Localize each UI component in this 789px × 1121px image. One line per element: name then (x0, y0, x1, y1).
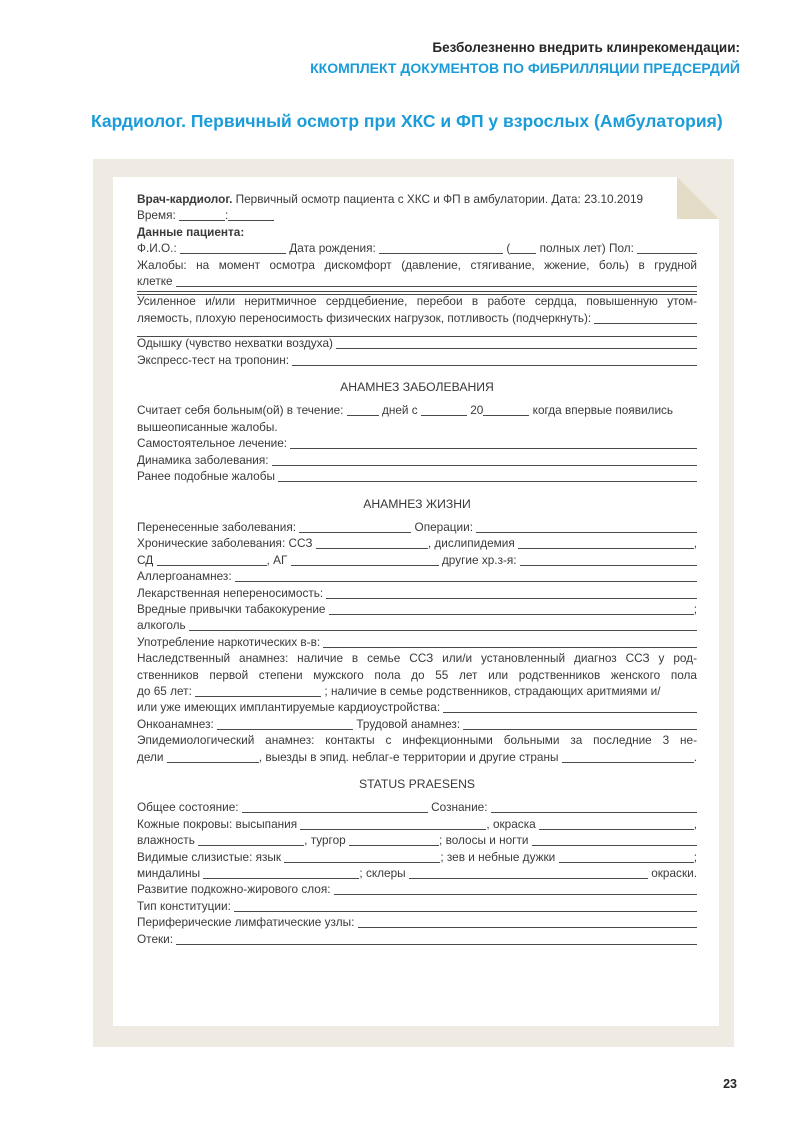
form-line (137, 240, 697, 256)
form-line (137, 865, 697, 881)
blank-field (176, 286, 697, 287)
blank-field (300, 829, 486, 830)
section-heading: АНАМНЕЗ ЗАБОЛЕВАНИЯ (340, 380, 494, 395)
blank-field (483, 415, 529, 416)
blank-field (284, 862, 440, 863)
blank-field (189, 630, 697, 631)
form-line (137, 419, 697, 435)
form-line (137, 257, 697, 273)
blank-field (347, 415, 379, 416)
blank-field (326, 598, 697, 599)
blank-field (518, 548, 694, 549)
form-line (137, 435, 697, 451)
text-segment: алкоголь (137, 618, 189, 633)
form-line (137, 224, 697, 240)
text-segment: Аллергоанамнез: (137, 569, 235, 584)
section-heading: АНАМНЕЗ ЖИЗНИ (363, 496, 471, 511)
form-line (137, 310, 697, 326)
form-card (93, 159, 734, 1047)
blank-field (421, 415, 467, 416)
blank-field (637, 253, 697, 254)
blank-field (195, 696, 321, 697)
form-line (137, 601, 697, 617)
form-line (137, 191, 697, 207)
blank-field (242, 812, 428, 813)
header-subtitle: Безболезненно внедрить клинрекомендации: (432, 40, 740, 55)
text-segment: . (693, 749, 697, 764)
form-line (137, 568, 697, 584)
text-segment: Отеки: (137, 931, 177, 946)
text-segment: Эпидемиологический анамнез: контакты с инфекционными больными за последние 3 не- (137, 733, 697, 748)
blank-field (559, 862, 694, 863)
text-segment: Перенесенные заболевания: (137, 519, 300, 534)
form-line (137, 898, 697, 914)
text-segment: до 65 лет: (137, 683, 196, 698)
text-segment: ; зев и небные дужки (440, 849, 559, 864)
form-line (137, 402, 697, 418)
text-segment: Кожные покровы: высыпания (137, 816, 301, 831)
text-segment: когда впервые появились (529, 403, 674, 418)
text-segment: , окраска (486, 816, 539, 831)
form-line (137, 273, 697, 289)
text-segment: ( (503, 241, 511, 256)
text-segment: СД (137, 552, 157, 567)
blank-field (157, 565, 267, 566)
text-segment: Одышку (чувство нехватки воздуха) (137, 336, 337, 351)
form-line (137, 617, 697, 633)
text-segment: дели (137, 749, 167, 764)
form-line (137, 650, 697, 666)
text-segment: Тип конституции: (137, 898, 235, 913)
blank-field (137, 336, 697, 337)
text-segment: или уже имеющих имплантируемые кардиоустройства: (137, 700, 444, 715)
form-line (137, 914, 697, 930)
blank-field (235, 581, 697, 582)
text-segment: Считает себя больным(ой) в течение: (137, 403, 347, 418)
form-line (137, 468, 697, 484)
form-line (137, 799, 697, 815)
text-segment: ; волосы и ногти (439, 833, 532, 848)
text-segment: Наследственный анамнез: наличие в семье ССЗ или/и установленный диагноз ССЗ у род- (137, 651, 697, 666)
text-segment: , тургор (304, 833, 350, 848)
blank-field (539, 829, 694, 830)
text-segment: Ранее подобные жалобы (137, 469, 279, 484)
blank-field (349, 845, 439, 846)
text-segment: дней с (378, 403, 421, 418)
blank-field (358, 927, 697, 928)
blank-field (217, 729, 353, 730)
text-segment: окраски. (647, 866, 697, 881)
blank-field (137, 294, 697, 295)
form-line (137, 849, 697, 865)
blank-field (290, 448, 697, 449)
form-line (137, 535, 697, 551)
form-line (137, 667, 697, 683)
text-segment: Динамика заболевания: (137, 452, 272, 467)
text-segment: Развитие подкожно-жирового слоя: (137, 882, 334, 897)
form-line (137, 683, 697, 699)
text-segment: Хронические заболевания: ССЗ (137, 536, 316, 551)
blank-field (278, 481, 697, 482)
form-line (137, 552, 697, 568)
blank-field (299, 532, 411, 533)
form-line (137, 293, 697, 309)
blank-field (316, 548, 428, 549)
text-segment: ственников первой степени мужского пола до 55 лет или родственников женского пола (137, 667, 697, 682)
text-segment: влажность (137, 833, 199, 848)
form-line (137, 832, 697, 848)
text-segment: полных лет) Пол: (536, 241, 638, 256)
blank-field (292, 365, 697, 366)
header-title: ККОМПЛЕКТ ДОКУМЕНТОВ ПО ФИБРИЛЛЯЦИИ ПРЕДСЕРДИЙ (310, 60, 740, 76)
text-segment: Операции: (411, 519, 477, 534)
section-heading: STATUS PRAESENS (358, 777, 476, 791)
page-title: Кардиолог. Первичный осмотр при ХКС и ФП у взрослых (Амбулатория) (91, 111, 723, 131)
text-segment: ; наличие в семье родственников, страдающих аритмиями и/ (321, 683, 661, 698)
blank-field (137, 291, 697, 292)
blank-field (476, 532, 697, 533)
text-segment: , (693, 816, 697, 831)
text-segment: другие хр.з-я: (438, 552, 520, 567)
blank-field (532, 845, 697, 846)
text-segment: вышеописанные жалобы. (137, 419, 278, 434)
blank-field (594, 323, 697, 324)
blank-field (203, 878, 359, 879)
form-line (137, 452, 697, 468)
document-header (310, 38, 740, 78)
form-line (137, 816, 697, 832)
text-segment: Употребление наркотических в-в: (137, 634, 324, 649)
form-line (137, 699, 697, 715)
text-segment: ; склеры (359, 866, 409, 881)
form (137, 191, 697, 947)
text-segment: клетке (137, 274, 176, 289)
text-segment: , выезды в эпид. неблаг-е территории и другие страны (258, 749, 562, 764)
text-segment: Лекарственная непереносимость: (137, 585, 327, 600)
form-line (137, 881, 697, 897)
text-segment: миндалины (137, 866, 204, 881)
blank-field (334, 894, 697, 895)
text-segment: , (693, 536, 697, 551)
blank-field (179, 220, 225, 221)
blank-field (228, 220, 274, 221)
blank-field (520, 565, 697, 566)
blank-field (167, 762, 259, 763)
form-line (137, 352, 697, 368)
text-segment: Общее состояние: (137, 800, 242, 815)
text-segment: , дислипидемия (427, 536, 519, 551)
text-segment: Первичный осмотр пациента с ХКС и ФП в амбулатории. Дата: 23.10.2019 (232, 192, 644, 206)
text-segment: Жалобы: на момент осмотра дискомфорт (давление, стягивание, жжение, боль) в грудной (137, 257, 697, 272)
form-line (137, 335, 697, 351)
text-segment: Усиленное и/или неритмичное сердцебиение, перебои в работе сердца, повышенную утом- (137, 294, 697, 309)
text-segment: ; (693, 601, 697, 616)
blank-field (463, 729, 697, 730)
blank-field (291, 565, 439, 566)
blank-field (323, 647, 697, 648)
form-line (137, 289, 697, 290)
blank-field (510, 253, 536, 254)
blank-field (272, 465, 697, 466)
blank-field (336, 348, 697, 349)
blank-field (329, 614, 694, 615)
form-paper (113, 177, 719, 1026)
text-segment: 20 (466, 403, 484, 418)
blank-field (379, 253, 503, 254)
text-segment: ляемость, плохую переносимость физических нагрузок, потливость (подчеркнуть): (137, 310, 595, 325)
text-segment: Вредные привычки табакокурение (137, 601, 329, 616)
form-line (137, 585, 697, 601)
blank-field (198, 845, 304, 846)
blank-field (443, 712, 697, 713)
text-segment: Время: (137, 208, 180, 223)
blank-field (180, 253, 286, 254)
text-segment: : (225, 208, 229, 223)
form-line (137, 207, 697, 223)
form-line (137, 634, 697, 650)
blank-field (409, 878, 648, 879)
text-segment: ; (693, 849, 697, 864)
form-line (137, 519, 697, 535)
blank-field (562, 762, 694, 763)
text-segment: Трудовой анамнез: (353, 716, 464, 731)
text-segment: Экспресс-тест на тропонин: (137, 352, 293, 367)
text-segment: Врач-кардиолог. (137, 192, 233, 206)
text-segment: Видимые слизистые: язык (137, 849, 285, 864)
page-number: 23 (723, 1077, 737, 1091)
text-segment: Ф.И.О.: (137, 241, 181, 256)
text-segment: Данные пациента: (137, 224, 245, 239)
form-line (137, 931, 697, 947)
blank-field (176, 944, 697, 945)
text-segment: Периферические лимфатические узлы: (137, 915, 358, 930)
text-segment: , АГ (266, 552, 291, 567)
form-line (137, 732, 697, 748)
text-segment: Дата рождения: (286, 241, 380, 256)
blank-field (234, 911, 697, 912)
form-line (137, 749, 697, 765)
form-line (137, 716, 697, 732)
text-segment: Сознание: (427, 800, 491, 815)
blank-field (491, 812, 697, 813)
folded-corner (677, 177, 719, 219)
text-segment: Онкоанамнез: (137, 716, 218, 731)
text-segment: Самостоятельное лечение: (137, 436, 291, 451)
